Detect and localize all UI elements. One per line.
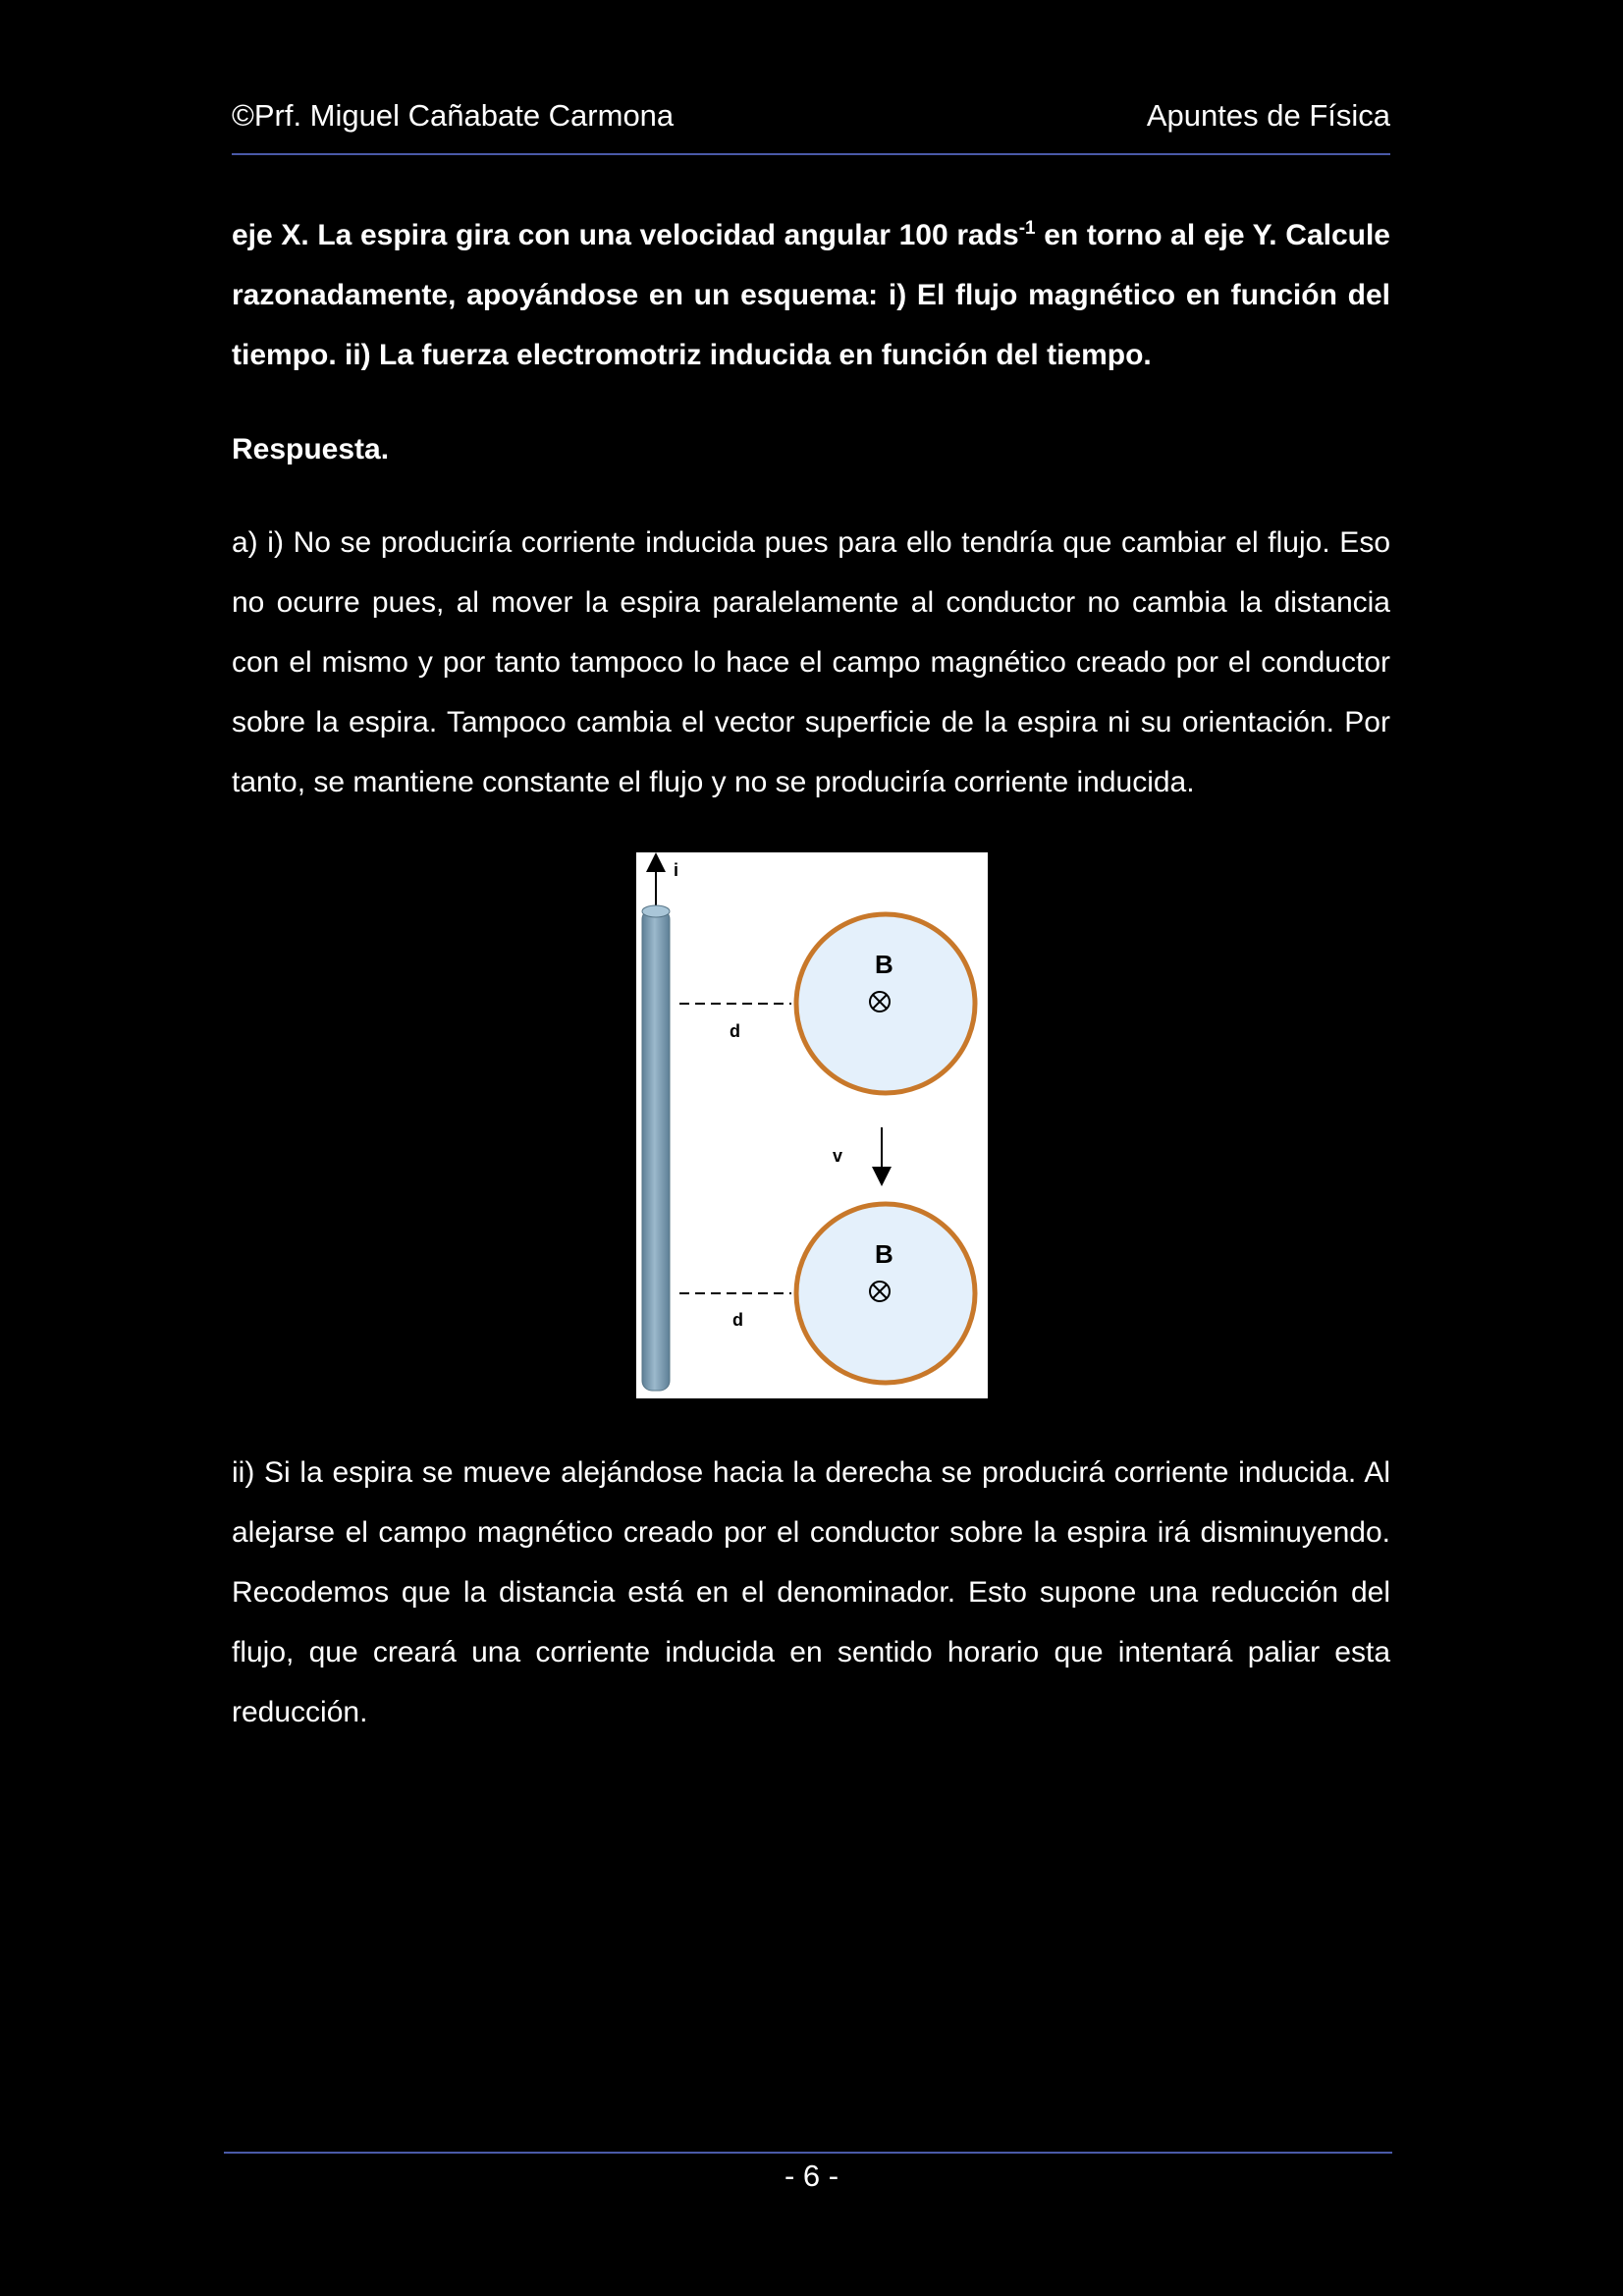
current-label: i <box>674 860 679 880</box>
distance-label-bottom: d <box>732 1310 743 1330</box>
figure-svg <box>636 852 988 1398</box>
paragraph-a-block <box>232 513 1390 812</box>
paragraph-b-block <box>232 1443 1390 1742</box>
header-author: ©Prf. Miguel Cañabate Carmona <box>232 98 675 133</box>
loop-top <box>796 914 975 1093</box>
footer-divider <box>224 2152 1392 2154</box>
question-text <box>232 205 1390 385</box>
answer-heading: Respuesta. <box>232 433 390 465</box>
header-subject: Apuntes de Física <box>1146 98 1390 133</box>
paragraph-a: a) i) No se produciría corriente inducida pues para ello tendría que cambiar el flujo. Eso no ocurre pues, al mover la espira paralelamente al conductor no cambia la distancia con el mismo y por tanto tampoco lo hace el campo magnético creado por el conductor sobre la espira. Tampoco cambia el vector superficie de la espira ni su orientación. Por tanto, se mantiene constante el flujo y no se produciría corriente inducida. <box>232 526 1390 798</box>
page-number: - 6 - <box>784 2159 839 2193</box>
loop-bottom <box>796 1204 975 1383</box>
distance-label-top: d <box>730 1021 740 1041</box>
field-label-top: B <box>875 950 893 979</box>
wire-top <box>642 905 670 917</box>
question-superscript: -1 <box>1018 218 1036 239</box>
question-block <box>232 205 1390 385</box>
answer-heading-block <box>232 419 1390 479</box>
page-header <box>232 94 1390 155</box>
figure-wire-and-loops <box>636 852 988 1398</box>
question-text-part1: eje X. La espira gira con una velocidad angular 100 rads <box>232 219 1019 251</box>
velocity-label: v <box>833 1146 843 1166</box>
wire <box>642 909 670 1391</box>
field-label-bottom: B <box>875 1239 893 1269</box>
question-text-part2: en torno al eje Y. Calcule razonadamente, apoyándose en un esquema: i) El flujo magnético en función del tiempo. ii) La fuerza electromotriz inducida en función del tiempo. <box>232 219 1390 371</box>
paragraph-b: ii) Si la espira se mueve alejándose hacia la derecha se producirá corriente inducida. Al alejarse el campo magnético creado por el conductor sobre la espira irá disminuyendo. Recodemos que la distancia está en el denominador. Esto supone una reducción del flujo, que creará una corriente inducida en sentido horario que intentará paliar esta reducción. <box>232 1456 1390 1728</box>
